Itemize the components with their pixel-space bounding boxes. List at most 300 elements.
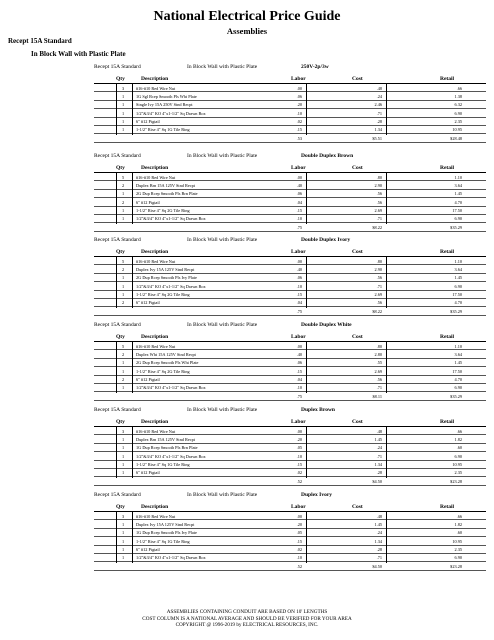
column-header-description: Description <box>141 504 169 510</box>
total-cost: $4.50 <box>372 478 382 484</box>
row-retail: 1.10 <box>454 343 462 349</box>
row-qty: 1 <box>122 275 125 281</box>
assembly-block <box>94 236 486 316</box>
row-retail: 1.45 <box>454 360 462 366</box>
column-header-cost: Cost <box>352 334 363 340</box>
table-row <box>94 265 486 273</box>
assembly-table <box>94 342 486 401</box>
row-retail: 2.35 <box>454 547 462 553</box>
row-qty: 1 <box>122 530 125 536</box>
row-qty: 1 <box>122 127 125 133</box>
column-header-qty: Qty <box>116 249 125 255</box>
row-qty: 1 <box>122 110 125 116</box>
row-qty: 1 <box>122 208 125 214</box>
row-qty: 1 <box>122 292 125 298</box>
row-qty: 3 <box>122 428 125 434</box>
total-cost: $8.22 <box>372 308 382 314</box>
table-column-divider <box>386 342 387 393</box>
row-cost: .80 <box>376 343 382 349</box>
assembly-variant: Duplex Ivory <box>301 492 333 498</box>
row-cost: .56 <box>376 300 382 306</box>
row-retail: 17.50 <box>452 208 462 214</box>
row-labor: .04 <box>296 199 302 205</box>
column-header-cost: Cost <box>352 165 363 171</box>
row-labor: .10 <box>296 110 302 116</box>
column-header-cost: Cost <box>352 76 363 82</box>
table-row <box>94 367 486 375</box>
row-qty: 1 <box>122 521 125 527</box>
table-row <box>94 207 486 215</box>
assembly-wall-type: In Block Wall with Plastic Plate <box>187 64 258 70</box>
row-labor: .06 <box>296 275 302 281</box>
row-description: 6" #12 Pigtail <box>136 300 160 306</box>
row-retail: 1.45 <box>454 275 462 281</box>
row-qty: 1 <box>122 93 125 99</box>
table-column-divider <box>306 84 307 135</box>
row-description: 1G Dup Rcep Smooth Pls Ivy Plate <box>136 530 197 536</box>
row-labor: .20 <box>296 436 302 442</box>
row-description: #16-#10 Red Wire Nut <box>136 258 176 264</box>
column-header-labor: Labor <box>291 76 306 82</box>
row-qty: 1 <box>122 436 125 442</box>
row-retail: 1.10 <box>454 174 462 180</box>
row-labor: .05 <box>296 530 302 536</box>
assembly-header <box>94 406 486 416</box>
row-qty: 1 <box>122 470 125 476</box>
assembly-standard: Recept 15A Standard <box>94 407 141 413</box>
table-row <box>94 537 486 545</box>
row-labor: .06 <box>296 191 302 197</box>
total-retail: $35.29 <box>450 308 462 314</box>
row-qty: 1 <box>122 462 125 468</box>
row-description: Duplex Wht 15A 125V Stnd Recpt <box>136 351 196 357</box>
totals-row <box>94 392 486 400</box>
row-description: 6" #12 Pigtail <box>136 470 160 476</box>
row-description: 1G Dup Rcep Smooth Pls Brn Plate <box>136 445 198 451</box>
column-header-labor: Labor <box>291 165 306 171</box>
table-row <box>94 529 486 537</box>
assembly-header <box>94 63 486 73</box>
row-description: 1/2"&3/4" KO 4"x1-1/2" Sq Drawn Box <box>136 385 206 391</box>
footer-line-conduit: ASSEMBLIES CONTAINING CONDUIT ARE BASED ON 10' LENGTHS <box>166 609 328 615</box>
row-retail: 6.90 <box>454 110 462 116</box>
row-retail: 1.82 <box>454 436 462 442</box>
column-header-row <box>94 76 486 84</box>
row-qty: 5 <box>122 174 125 180</box>
column-header-description: Description <box>141 249 169 255</box>
row-qty: 1 <box>122 191 125 197</box>
column-header-qty: Qty <box>116 419 125 425</box>
row-labor: .00 <box>296 428 302 434</box>
table-row <box>94 342 486 350</box>
assembly-wall-type: In Block Wall with Plastic Plate <box>187 492 258 498</box>
column-header-description: Description <box>141 165 169 171</box>
row-qty: 2 <box>122 300 125 306</box>
assembly-block <box>94 491 486 571</box>
row-description: 6" #12 Pigtail <box>136 119 160 125</box>
row-cost: .71 <box>376 453 382 459</box>
row-cost: .80 <box>376 174 382 180</box>
row-description: 6" #12 Pigtail <box>136 199 160 205</box>
column-header-labor: Labor <box>291 334 306 340</box>
row-qty: 2 <box>122 266 125 272</box>
table-row <box>94 435 486 443</box>
total-labor: .52 <box>296 478 302 484</box>
row-retail: .66 <box>456 85 462 91</box>
row-labor: .00 <box>296 174 302 180</box>
table-row <box>94 101 486 109</box>
table-row <box>94 173 486 181</box>
row-description: 6" #12 Pigtail <box>136 377 160 383</box>
assembly-block <box>94 406 486 486</box>
table-row <box>94 181 486 189</box>
row-retail: 2.35 <box>454 470 462 476</box>
assembly-variant: 250V-2p/3w <box>301 64 329 70</box>
column-header-labor: Labor <box>291 249 306 255</box>
row-labor: .00 <box>296 258 302 264</box>
row-description: 1/2"&3/4" KO 4"x1-1/2" Sq Drawn Box <box>136 110 206 116</box>
row-retail: .66 <box>456 513 462 519</box>
row-description: 6" #12 Pigtail <box>136 547 160 553</box>
row-description: 1-1/2" Rise 4" Sq 1G Tile Ring <box>136 538 190 544</box>
row-retail: 6.90 <box>454 216 462 222</box>
column-header-cost: Cost <box>352 419 363 425</box>
row-description: 1/2"&3/4" KO 4"x1-1/2" Sq Drawn Box <box>136 555 206 561</box>
column-header-cost: Cost <box>352 504 363 510</box>
table-column-divider <box>132 427 133 478</box>
row-cost: .48 <box>376 428 382 434</box>
row-description: 1/2"&3/4" KO 4"x1-1/2" Sq Drawn Box <box>136 453 206 459</box>
total-labor: .75 <box>296 224 302 230</box>
row-retail: 17.50 <box>452 368 462 374</box>
row-labor: .10 <box>296 453 302 459</box>
row-qty: 1 <box>122 119 125 125</box>
column-header-labor: Labor <box>291 419 306 425</box>
column-header-cost: Cost <box>352 249 363 255</box>
totals-row <box>94 134 486 142</box>
assembly-table <box>94 427 486 486</box>
row-cost: .56 <box>376 191 382 197</box>
assembly-standard: Recept 15A Standard <box>94 492 141 498</box>
totals-row <box>94 223 486 231</box>
row-retail: .60 <box>456 445 462 451</box>
row-cost: .56 <box>376 199 382 205</box>
row-qty: 1 <box>122 453 125 459</box>
assembly-standard: Recept 15A Standard <box>94 153 141 159</box>
row-description: Duplex Brn 15A 125V Stnd Recpt <box>136 436 196 442</box>
column-header-retail: Retail <box>440 249 455 255</box>
total-retail: $35.29 <box>450 393 462 399</box>
row-description: 2G Dup Rcep Smooth Pls Ivy Plate <box>136 275 197 281</box>
row-description: Single Ivy 15A 250V Stnd Recpt <box>136 102 193 108</box>
column-header-description: Description <box>141 76 169 82</box>
column-header-labor: Labor <box>291 504 306 510</box>
column-header-row <box>94 419 486 427</box>
row-qty: 1 <box>122 555 125 561</box>
row-qty: 5 <box>122 258 125 264</box>
table-column-divider <box>132 257 133 308</box>
column-header-row <box>94 504 486 512</box>
table-column-divider <box>306 342 307 393</box>
column-header-qty: Qty <box>116 76 125 82</box>
row-cost: .24 <box>376 530 382 536</box>
table-row <box>94 257 486 265</box>
row-retail: .66 <box>456 428 462 434</box>
table-row <box>94 92 486 100</box>
assembly-block <box>94 152 486 232</box>
row-description: #16-#10 Red Wire Nut <box>136 85 176 91</box>
column-header-retail: Retail <box>440 334 455 340</box>
table-column-divider <box>306 173 307 224</box>
table-column-divider <box>116 257 117 308</box>
total-labor: .75 <box>296 308 302 314</box>
table-row <box>94 84 486 92</box>
row-cost: .56 <box>376 377 382 383</box>
totals-row <box>94 477 486 485</box>
table-column-divider <box>306 427 307 478</box>
table-row <box>94 452 486 460</box>
row-labor: .00 <box>296 343 302 349</box>
assembly-header <box>94 321 486 331</box>
row-cost: .71 <box>376 283 382 289</box>
row-labor: .00 <box>296 513 302 519</box>
table-row <box>94 427 486 435</box>
column-header-retail: Retail <box>440 419 455 425</box>
section-heading: Recept 15A Standard <box>8 37 72 45</box>
row-description: #16-#10 Red Wire Nut <box>136 174 176 180</box>
row-retail: 4.70 <box>454 377 462 383</box>
table-column-divider <box>116 84 117 135</box>
row-cost: 1.34 <box>374 462 382 468</box>
row-labor: .10 <box>296 216 302 222</box>
row-description: 1G Sgl Rcep Smooth Pls Wht Plate <box>136 93 197 99</box>
column-header-description: Description <box>141 334 169 340</box>
row-cost: .48 <box>376 513 382 519</box>
row-labor: .15 <box>296 208 302 214</box>
table-row <box>94 299 486 307</box>
row-cost: .28 <box>376 470 382 476</box>
total-cost: $5.51 <box>372 135 382 141</box>
row-cost: .48 <box>376 85 382 91</box>
table-column-divider <box>132 84 133 135</box>
total-labor: .53 <box>296 135 302 141</box>
table-column-divider <box>116 342 117 393</box>
total-retail: $23.28 <box>450 478 462 484</box>
row-cost: .28 <box>376 547 382 553</box>
assembly-table <box>94 257 486 316</box>
total-cost: $4.50 <box>372 563 382 569</box>
row-cost: .80 <box>376 258 382 264</box>
table-row <box>94 376 486 384</box>
assembly-table <box>94 84 486 143</box>
column-header-retail: Retail <box>440 165 455 171</box>
column-header-qty: Qty <box>116 334 125 340</box>
row-labor: .15 <box>296 538 302 544</box>
row-description: Duplex Ivy 15A 125V Stnd Recpt <box>136 266 195 272</box>
row-retail: 2.35 <box>454 119 462 125</box>
row-description: Duplex Ivy 15A 125V Stnd Recpt <box>136 521 195 527</box>
row-description: 1-1/2" Rise 4" Sq 1G Tile Ring <box>136 127 190 133</box>
row-qty: 1 <box>122 538 125 544</box>
table-row <box>94 126 486 134</box>
table-column-divider <box>132 512 133 563</box>
row-retail: .60 <box>456 530 462 536</box>
column-header-description: Description <box>141 419 169 425</box>
row-retail: 3.64 <box>454 182 462 188</box>
table-row <box>94 198 486 206</box>
row-description: 2G Dup Rcep Smooth Pls Wht Plate <box>136 360 199 366</box>
row-retail: 17.50 <box>452 292 462 298</box>
row-cost: 2.69 <box>374 368 382 374</box>
assembly-variant: Double Duplex Brown <box>301 153 354 159</box>
row-retail: 6.32 <box>454 102 462 108</box>
row-cost: 2.46 <box>374 102 382 108</box>
table-column-divider <box>386 512 387 563</box>
row-qty: 2 <box>122 351 125 357</box>
table-row <box>94 291 486 299</box>
row-qty: 1 <box>122 216 125 222</box>
row-labor: .20 <box>296 102 302 108</box>
row-cost: .71 <box>376 216 382 222</box>
column-header-qty: Qty <box>116 165 125 171</box>
row-description: #16-#10 Red Wire Nut <box>136 428 176 434</box>
assembly-wall-type: In Block Wall with Plastic Plate <box>187 322 258 328</box>
row-retail: 4.70 <box>454 199 462 205</box>
table-column-divider <box>386 84 387 135</box>
row-retail: 6.90 <box>454 385 462 391</box>
assembly-header <box>94 236 486 246</box>
row-retail: 4.70 <box>454 300 462 306</box>
row-labor: .00 <box>296 85 302 91</box>
row-cost: 2.90 <box>374 266 382 272</box>
assembly-variant: Double Duplex White <box>301 322 352 328</box>
row-labor: .02 <box>296 470 302 476</box>
row-qty: 2 <box>122 182 125 188</box>
row-description: 1/2"&3/4" KO 4"x1-1/2" Sq Drawn Box <box>136 283 206 289</box>
row-labor: .10 <box>296 555 302 561</box>
row-retail: 1.38 <box>454 93 462 99</box>
table-column-divider <box>386 173 387 224</box>
row-retail: 10.95 <box>452 462 462 468</box>
row-description: 1-1/2" Rise 4" Sq 2G Tile Ring <box>136 208 190 214</box>
row-qty: 1 <box>122 283 125 289</box>
row-qty: 3 <box>122 513 125 519</box>
table-row <box>94 109 486 117</box>
table-column-divider <box>116 173 117 224</box>
row-cost: .24 <box>376 93 382 99</box>
row-labor: .05 <box>296 445 302 451</box>
total-retail: $28.48 <box>450 135 462 141</box>
total-cost: $8.22 <box>372 224 382 230</box>
row-retail: 3.64 <box>454 351 462 357</box>
page-footer <box>0 609 494 629</box>
document-title: National Electrical Price Guide <box>153 9 341 24</box>
table-row <box>94 274 486 282</box>
assembly-wall-type: In Block Wall with Plastic Plate <box>187 237 258 243</box>
row-labor: .06 <box>296 360 302 366</box>
table-row <box>94 118 486 126</box>
table-row <box>94 384 486 392</box>
table-row <box>94 215 486 223</box>
table-row <box>94 444 486 452</box>
row-cost: .56 <box>376 275 382 281</box>
column-header-qty: Qty <box>116 504 125 510</box>
assembly-table <box>94 512 486 571</box>
assembly-variant: Double Duplex Ivory <box>301 237 351 243</box>
row-cost: 2.69 <box>374 292 382 298</box>
table-column-divider <box>132 173 133 224</box>
row-cost: 2.69 <box>374 208 382 214</box>
table-column-divider <box>306 512 307 563</box>
row-description: 1-1/2" Rise 4" Sq 2G Tile Ring <box>136 368 190 374</box>
totals-row <box>94 307 486 315</box>
row-labor: .06 <box>296 93 302 99</box>
column-header-row <box>94 334 486 342</box>
assembly-header <box>94 491 486 501</box>
table-row <box>94 461 486 469</box>
row-labor: .20 <box>296 521 302 527</box>
row-description: #16-#10 Red Wire Nut <box>136 513 176 519</box>
row-labor: .40 <box>296 182 302 188</box>
document-subtitle: Assemblies <box>226 26 268 36</box>
table-row <box>94 190 486 198</box>
row-retail: 10.95 <box>452 538 462 544</box>
row-retail: 10.95 <box>452 127 462 133</box>
row-qty: 2 <box>122 199 125 205</box>
row-cost: .24 <box>376 445 382 451</box>
row-cost: .71 <box>376 110 382 116</box>
assembly-wall-type: In Block Wall with Plastic Plate <box>187 153 258 159</box>
column-header-retail: Retail <box>440 504 455 510</box>
row-qty: 1 <box>122 368 125 374</box>
column-header-row <box>94 165 486 173</box>
row-labor: .40 <box>296 351 302 357</box>
table-row <box>94 359 486 367</box>
row-retail: 1.45 <box>454 191 462 197</box>
row-labor: .04 <box>296 300 302 306</box>
row-retail: 1.82 <box>454 521 462 527</box>
row-labor: .15 <box>296 368 302 374</box>
row-description: 1-1/2" Rise 4" Sq 2G Tile Ring <box>136 292 190 298</box>
table-row <box>94 554 486 562</box>
row-labor: .15 <box>296 292 302 298</box>
row-qty: 1 <box>122 360 125 366</box>
table-row <box>94 282 486 290</box>
assembly-table <box>94 173 486 232</box>
row-cost: 1.34 <box>374 538 382 544</box>
row-cost: .55 <box>376 360 382 366</box>
row-qty: 3 <box>122 85 125 91</box>
row-labor: .40 <box>296 266 302 272</box>
row-labor: .10 <box>296 385 302 391</box>
row-retail: 6.90 <box>454 453 462 459</box>
row-qty: 2 <box>122 377 125 383</box>
row-qty: 5 <box>122 343 125 349</box>
row-retail: 6.90 <box>454 283 462 289</box>
table-row <box>94 512 486 520</box>
row-labor: .02 <box>296 547 302 553</box>
assembly-header <box>94 152 486 162</box>
row-labor: .10 <box>296 283 302 289</box>
row-cost: 2.80 <box>374 351 382 357</box>
row-cost: .71 <box>376 555 382 561</box>
row-cost: 2.90 <box>374 182 382 188</box>
row-labor: .02 <box>296 119 302 125</box>
assembly-standard: Recept 15A Standard <box>94 237 141 243</box>
row-description: 1/2"&3/4" KO 4"x1-1/2" Sq Drawn Box <box>136 216 206 222</box>
row-retail: 6.90 <box>454 555 462 561</box>
column-header-row <box>94 249 486 257</box>
